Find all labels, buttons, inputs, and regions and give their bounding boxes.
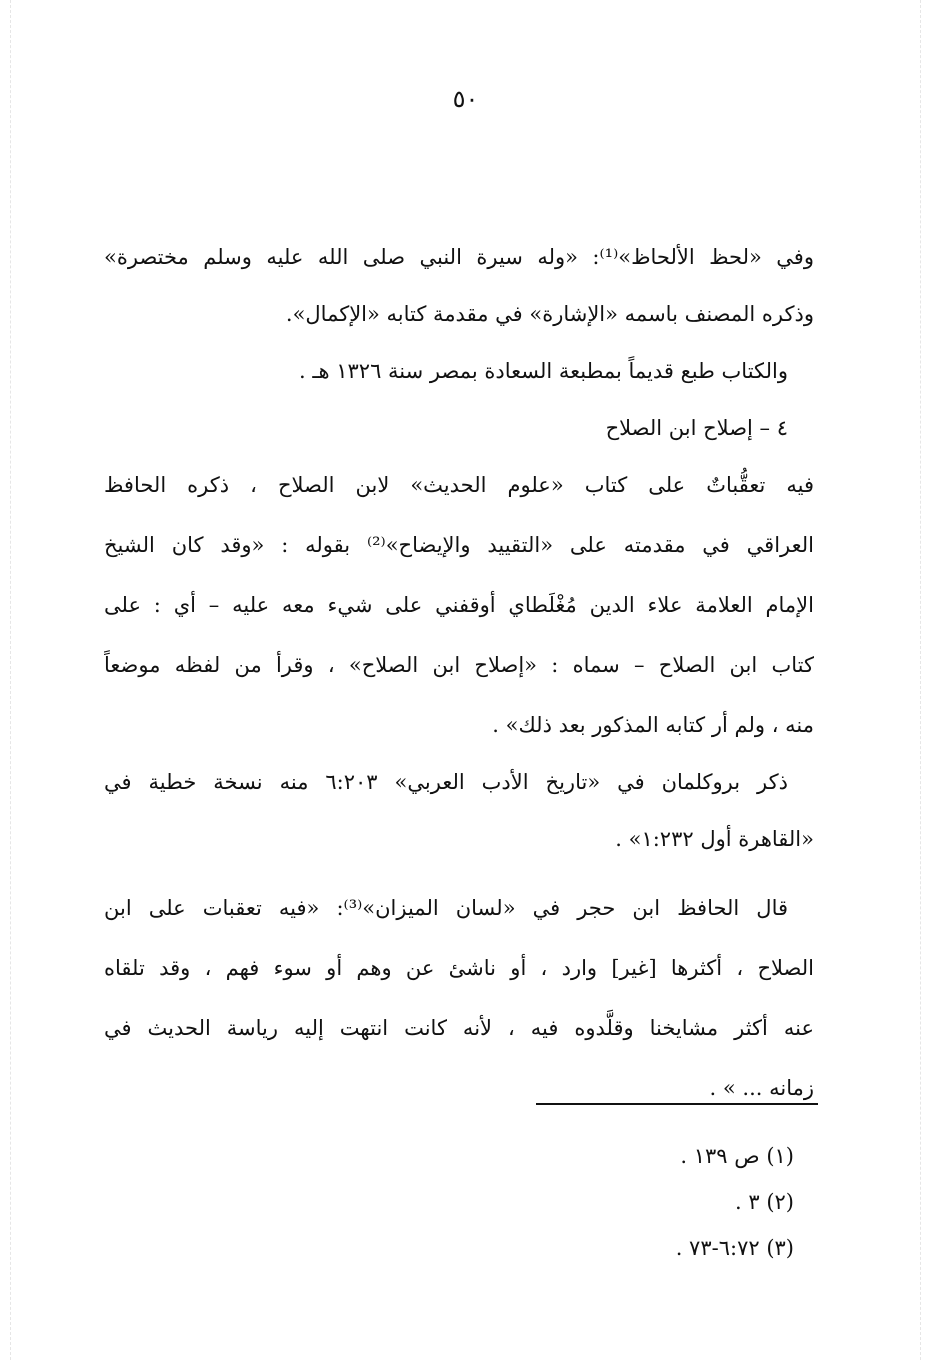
section-heading: ٤ – إصلاح ابن الصلاح xyxy=(605,416,788,440)
paragraph-line: قال الحافظ ابن حجر في «لسان الميزان»⁽³⁾: «فيه تعقبات على ابن xyxy=(104,896,789,920)
paragraph-line: كتاب ابن الصلاح – سماه : «إصلاح ابن الصلاح» ، وقرأ من لفظه موضعاً xyxy=(104,653,814,677)
footnotes xyxy=(520,1136,794,1274)
paragraph-line: زمانه ... » . xyxy=(709,1076,814,1100)
paragraph-line: فيه تعقُّباتٌ على كتاب «علوم الحديث» لابن الصلاح ، ذكره الحافظ xyxy=(104,473,814,497)
page-number: ٥٠ xyxy=(452,85,479,113)
footnote-item: (٣) ٦:٧٢-٧٣ . xyxy=(675,1236,794,1260)
footnote-item: (٢) ٣ . xyxy=(735,1190,794,1214)
paragraph-line: «القاهرة أول ١:٢٣٢» . xyxy=(615,827,814,851)
paragraph-line: وفي «لحظ الألحاظ»⁽¹⁾: «وله سيرة النبي صلى الله عليه وسلم مختصرة» xyxy=(104,245,814,269)
footnote-item: (١) ص ١٣٩ . xyxy=(680,1144,794,1168)
body-text xyxy=(104,232,814,1120)
paragraph-line: والكتاب طبع قديماً بمطبعة السعادة بمصر سنة ١٣٢٦ هـ . xyxy=(298,359,788,383)
paragraph-line: ذكر بروكلمان في «تاريخ الأدب العربي» ٦:٢٠٣ منه نسخة خطية في xyxy=(104,770,788,794)
paragraph-line: العراقي في مقدمته على «التقييد والإيضاح»⁽²⁾ بقوله : «وقد كان الشيخ xyxy=(104,533,814,557)
paragraph-line: الإمام العلامة علاء الدين مُغْلَطاي أوقفني على شيء معه عليه – أي : على xyxy=(104,593,814,617)
paragraph-line: عنه أكثر مشايخنا وقلَّدوه فيه ، لأنه كانت انتهت إليه رياسة الحديث في xyxy=(104,1016,814,1040)
scan-edge-right xyxy=(920,0,921,1360)
scan-edge-left xyxy=(10,0,11,1360)
footnote-separator xyxy=(536,1103,818,1105)
paragraph-gap xyxy=(104,871,814,883)
paragraph-line: الصلاح ، أكثرها [غير] وارد ، أو ناشئ عن وهم أو سوء فهم ، وقد تلقاه xyxy=(104,956,814,980)
paragraph-line: منه ، ولم أر كتابه المذكور بعد ذلك» . xyxy=(492,713,814,737)
paragraph-line: وذكره المصنف باسمه «الإشارة» في مقدمة كتابه «الإكمال». xyxy=(285,302,814,326)
